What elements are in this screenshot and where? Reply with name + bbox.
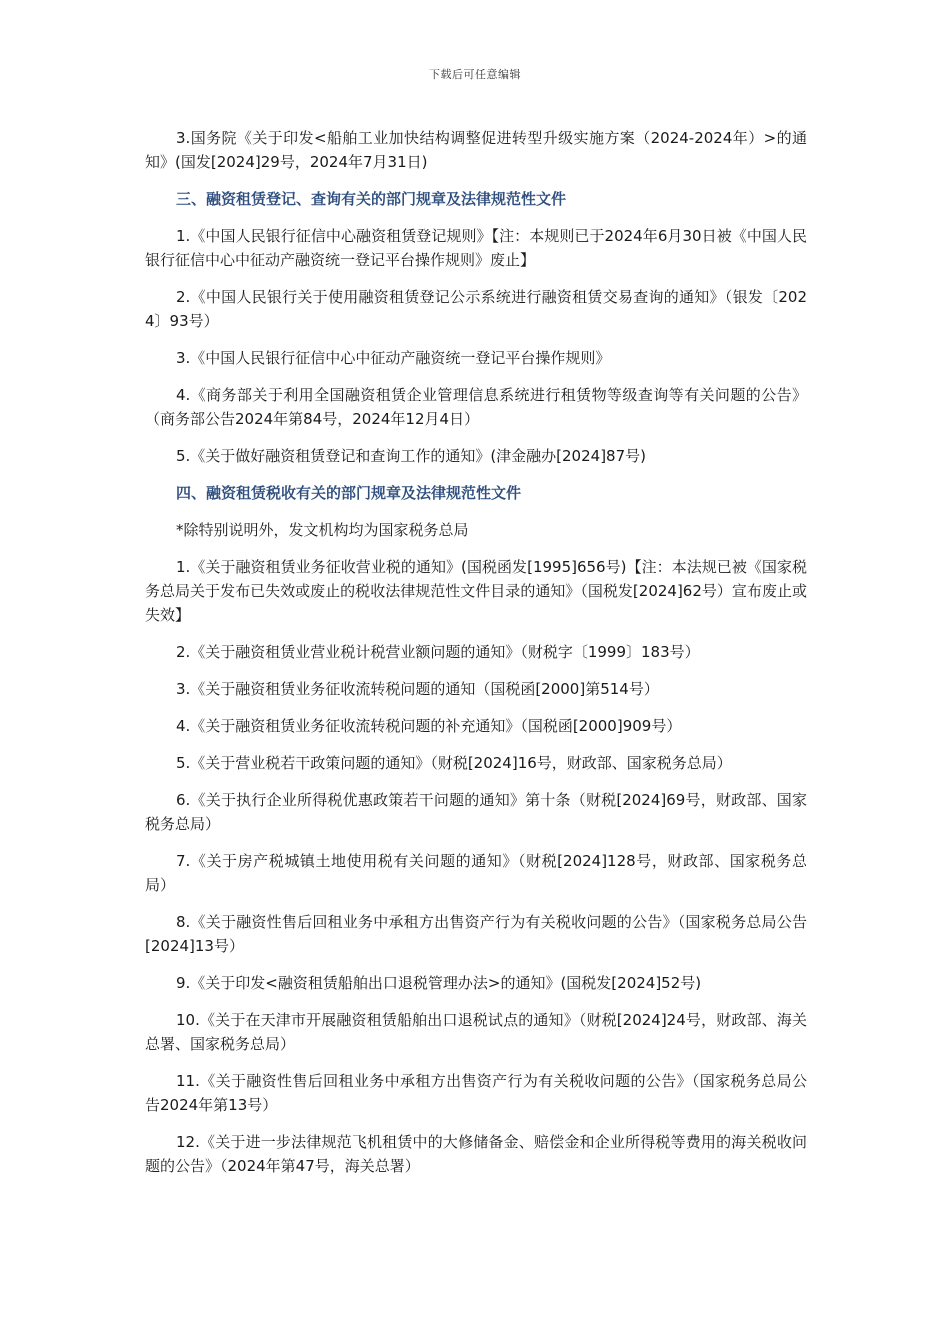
document-body: [145, 126, 807, 1191]
paragraph: 4.《商务部关于利用全国融资租赁企业管理信息系统进行租赁物等级查询等有关问题的公告》（商务部公告2024年第84号，2024年12月4日）: [145, 386, 807, 428]
paragraph: 8.《关于融资性售后回租业务中承租方出售资产行为有关税收问题的公告》（国家税务总局公告[2024]13号）: [145, 913, 807, 955]
paragraph: 2.《关于融资租赁业营业税计税营业额问题的通知》（财税字〔1999〕183号）: [176, 643, 700, 661]
paragraph: 2.《中国人民银行关于使用融资租赁登记公示系统进行融资租赁交易查询的通知》（银发〔2024〕93号）: [145, 288, 807, 330]
paragraph: 5.《关于做好融资租赁登记和查询工作的通知》(津金融办[2024]87号): [176, 447, 646, 465]
paragraph: 9.《关于印发<融资租赁船舶出口退税管理办法>的通知》(国税发[2024]52号): [176, 974, 702, 992]
paragraph: 10.《关于在天津市开展融资租赁船舶出口退税试点的通知》（财税[2024]24号，财政部、海关总署、国家税务总局）: [145, 1011, 807, 1053]
section-heading: 三、融资租赁登记、查询有关的部门规章及法律规范性文件: [176, 190, 567, 208]
paragraph: 3.国务院《关于印发<船舶工业加快结构调整促进转型升级实施方案（2024-2024年）>的通知》(国发[2024]29号，2024年7月31日): [145, 129, 807, 171]
paragraph: 1.《中国人民银行征信中心融资租赁登记规则》【注：本规则已于2024年6月30日被《中国人民银行征信中心中征动产融资统一登记平台操作规则》废止】: [145, 227, 807, 269]
paragraph: 6.《关于执行企业所得税优惠政策若干问题的通知》第十条（财税[2024]69号，财政部、国家税务总局）: [145, 791, 807, 833]
paragraph: 3.《中国人民银行征信中心中征动产融资统一登记平台操作规则》: [176, 349, 611, 367]
note-paragraph: *除特别说明外，发文机构均为国家税务总局: [176, 521, 469, 539]
paragraph: 3.《关于融资租赁业务征收流转税问题的通知（国税函[2000]第514号）: [176, 680, 659, 698]
section-heading: 四、融资租赁税收有关的部门规章及法律规范性文件: [176, 484, 522, 502]
paragraph: 5.《关于营业税若干政策问题的通知》（财税[2024]16号，财政部、国家税务总局）: [176, 754, 732, 772]
paragraph: 12.《关于进一步法律规范飞机租赁中的大修储备金、赔偿金和企业所得税等费用的海关税收问题的公告》（2024年第47号，海关总署）: [145, 1133, 807, 1175]
paragraph: 7.《关于房产税城镇土地使用税有关问题的通知》（财税[2024]128号，财政部、国家税务总局）: [145, 852, 807, 894]
page-header: 下载后可任意编辑: [429, 68, 521, 81]
paragraph: 4.《关于融资租赁业务征收流转税问题的补充通知》（国税函[2000]909号）: [176, 717, 682, 735]
paragraph: 11.《关于融资性售后回租业务中承租方出售资产行为有关税收问题的公告》（国家税务总局公告2024年第13号）: [145, 1072, 807, 1114]
paragraph: 1.《关于融资租赁业务征收营业税的通知》(国税函发[1995]656号)【注：本法规已被《国家税务总局关于发布已失效或废止的税收法律规范性文件目录的通知》（国税发[2024]62号）宣布废止或失效】: [145, 558, 807, 624]
